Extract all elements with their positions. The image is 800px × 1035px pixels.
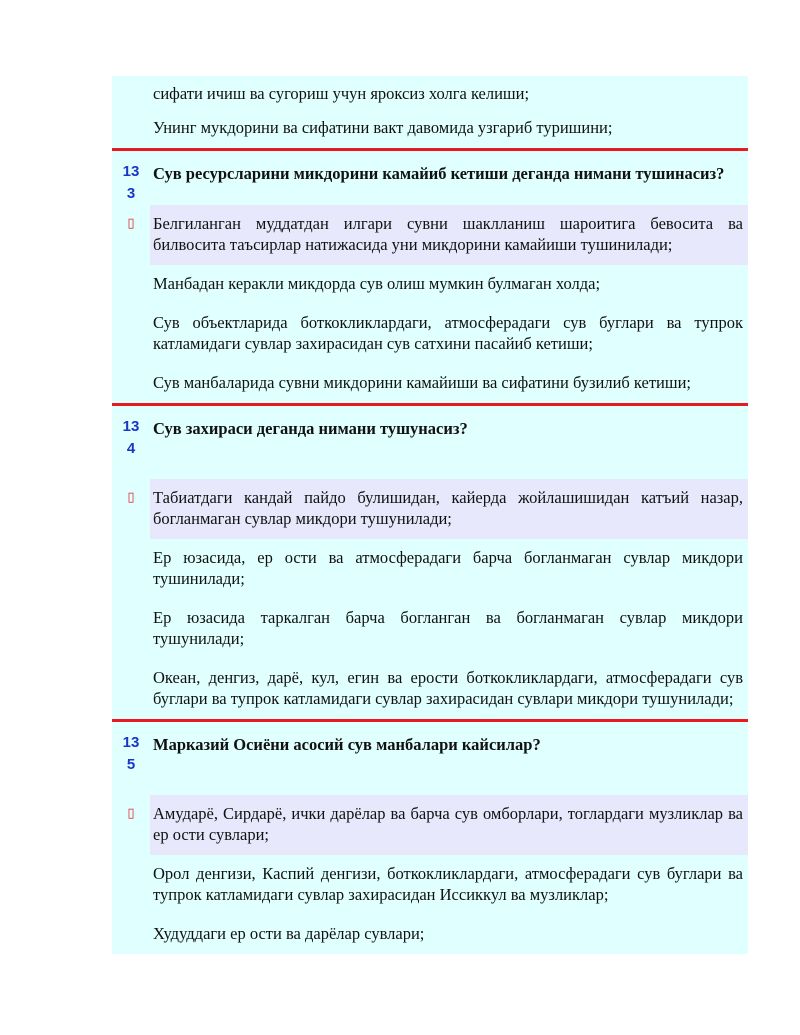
option-row: [112, 113, 748, 148]
number-cell: [112, 855, 150, 915]
option-row: [112, 855, 748, 915]
correct-answer-marker-icon: ▯: [112, 205, 150, 265]
option-text: Унинг мукдорини ва сифатини вакт давомида узгариб туришини;: [150, 113, 748, 148]
option-row: [112, 364, 748, 403]
question-number: 13 5: [112, 722, 150, 795]
number-cell: [112, 915, 150, 954]
number-cell: [112, 659, 150, 719]
option-text: Белгиланган муддатдан илгари сувни шаклланиш шароитига бевосита ва билвосита таъсирлар натижасида уни микдорини камайиши тушинилади;: [150, 205, 748, 265]
option-text: Океан, денгиз, дарё, кул, егин ва ерости боткокликлардаги, атмосферадаги сув буглари ва тупрок катламидаги сувлар захирасидан сувлари микдори тушунилади;: [150, 659, 748, 719]
number-cell: [112, 599, 150, 659]
number-cell: [112, 76, 150, 113]
option-text: Амударё, Сирдарё, ички дарёлар ва барча сув омборлари, тоглардаги музликлар ва ер ости сувлари;: [150, 795, 748, 855]
option-text: Ер юзасида таркалган барча богланган ва богланмаган сувлар микдори тушунилади;: [150, 599, 748, 659]
option-text: Табиатдаги кандай пайдо булишидан, кайерда жойлашишидан катъий назар, богланмаган сувлар микдори тушунилади;: [150, 479, 748, 539]
number-cell: [112, 364, 150, 403]
option-text: Сув манбаларида сувни микдорини камайиши ва сифатини бузилиб кетиши;: [150, 364, 748, 403]
option-text: Орол денгизи, Каспий денгизи, боткокликлардаги, атмосферадаги сув буглари ва тупрок катламидаги сувлар захирасидан Иссиккул ва музликлар;: [150, 855, 748, 915]
option-row: [112, 265, 748, 304]
option-row: [112, 915, 748, 954]
question-text: Сув захираси деганда нимани тушунасиз?: [150, 406, 748, 479]
question-row: [112, 151, 748, 205]
option-row-correct: [112, 795, 748, 855]
number-cell: [112, 113, 150, 148]
number-cell: [112, 304, 150, 364]
option-row: [112, 304, 748, 364]
test-document: [112, 76, 748, 954]
option-row: [112, 76, 748, 113]
option-row-correct: [112, 479, 748, 539]
option-row: [112, 599, 748, 659]
option-text: сифати ичиш ва сугориш учун яроксиз холга келиши;: [150, 76, 748, 113]
option-text: Сув объектларида боткокликлардаги, атмосферадаги сув буглари ва тупрок катламидаги сувлар захирасидан сув сатхини пасайиб кетиши;: [150, 304, 748, 364]
correct-answer-marker-icon: ▯: [112, 795, 150, 855]
number-cell: [112, 265, 150, 304]
question-row: [112, 722, 748, 795]
question-number: 13 4: [112, 406, 150, 479]
option-text: Худуддаги ер ости ва дарёлар сувлари;: [150, 915, 748, 954]
question-number: 13 3: [112, 151, 150, 205]
option-row: [112, 539, 748, 599]
correct-answer-marker-icon: ▯: [112, 479, 150, 539]
number-cell: [112, 539, 150, 599]
option-row: [112, 659, 748, 719]
question-text: Марказий Осиёни асосий сув манбалари кайсилар?: [150, 722, 748, 795]
option-text: Манбадан керакли микдорда сув олиш мумкин булмаган холда;: [150, 265, 748, 304]
option-row-correct: [112, 205, 748, 265]
question-row: [112, 406, 748, 479]
question-text: Сув ресурсларини микдорини камайиб кетиши деганда нимани тушинасиз?: [150, 151, 748, 205]
option-text: Ер юзасида, ер ости ва атмосферадаги барча богланмаган сувлар микдори тушинилади;: [150, 539, 748, 599]
